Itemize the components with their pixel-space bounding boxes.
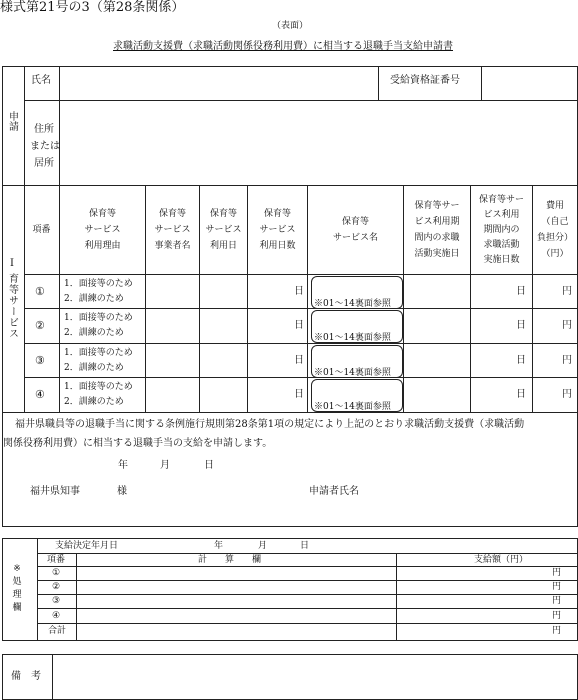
- col-service-name: 保育等 サービス名: [332, 217, 378, 243]
- col-cost: 費用 （自己 負担分） （円）: [536, 201, 573, 259]
- proc-item-no-header: 項番: [47, 555, 66, 565]
- col-reason: 保育等 サービス 利用理由: [84, 209, 121, 251]
- reason-options[interactable]: 1．面接等のため 2．訓練のため: [64, 382, 133, 407]
- col-job-search-days: 保育等サー ビス利用 期間内の 求職活動 実施日数: [478, 194, 524, 265]
- col-provider: 保育等 サービス 事業者名: [154, 209, 191, 251]
- declaration-line-1: 福井県職員等の退職手当に関する条例施行規則第28条第1項の規定により上記のとおり求職活動支援費（求職活動: [15, 419, 525, 430]
- proc-total-yen: 円: [552, 626, 562, 636]
- decision-day-label: 日: [300, 541, 310, 551]
- cost-unit: 円: [562, 355, 572, 366]
- use-days-unit: 日: [294, 286, 304, 297]
- proc-row-number: ④: [52, 611, 61, 621]
- row-number: ①: [35, 285, 45, 298]
- table-row: [24, 344, 577, 377]
- proc-row-yen: 円: [552, 611, 562, 621]
- decision-date-label: 支給決定年月日: [55, 541, 119, 551]
- proc-row-yen: 円: [552, 582, 562, 592]
- proc-total-label: 合計: [48, 626, 67, 636]
- decision-year-label: 年: [214, 541, 224, 551]
- cost-unit: 円: [562, 389, 572, 400]
- use-date-field[interactable]: [200, 309, 247, 343]
- section-one-label: Ⅰ 育等サービス: [6, 258, 18, 339]
- date-day-label: 日: [204, 460, 214, 471]
- proc-row-yen: 円: [552, 596, 562, 606]
- cost-unit: 円: [562, 320, 572, 331]
- use-days-unit: 日: [294, 320, 304, 331]
- proc-row-number: ③: [52, 596, 61, 606]
- remarks-field[interactable]: [53, 655, 576, 698]
- job-search-days-unit: 日: [516, 320, 526, 331]
- table-row: [24, 309, 577, 343]
- col-item-no: 項番: [32, 225, 51, 235]
- use-date-field[interactable]: [200, 378, 247, 412]
- declaration-line-2: 関係役務利用費）に相当する退職手当の支給を申請します。: [3, 438, 273, 449]
- job-search-days-unit: 日: [516, 389, 526, 400]
- remarks-label: 備 考: [11, 671, 41, 682]
- provider-field[interactable]: [146, 275, 199, 308]
- service-name-note: ※01～14裏面参照: [314, 299, 391, 309]
- proc-row-number: ①: [52, 568, 61, 578]
- cert-number-label: 受給資格証番号: [390, 75, 460, 86]
- service-name-note: ※01～14裏面参照: [314, 333, 391, 343]
- applicant-signature-field[interactable]: [366, 480, 566, 502]
- proc-row-number: ②: [52, 582, 61, 592]
- job-search-days-unit: 日: [516, 286, 526, 297]
- table-row: [24, 378, 577, 412]
- reason-options[interactable]: 1．面接等のため 2．訓練のため: [64, 348, 133, 373]
- cert-number-field[interactable]: [482, 67, 576, 99]
- side-label: （表面）: [272, 21, 309, 31]
- date-month-label: 月: [160, 460, 170, 471]
- calc-header: 計 算 欄: [198, 555, 262, 565]
- date-year-label: 年: [118, 460, 128, 471]
- cost-unit: 円: [562, 286, 572, 297]
- form-id: 様式第21号の3（第28条関係）: [0, 0, 185, 15]
- name-field[interactable]: [60, 67, 377, 99]
- processing-label: ※ 処 理 欄: [12, 564, 22, 613]
- governor-honorific: 様: [117, 486, 127, 497]
- row-number: ②: [35, 319, 45, 332]
- governor-label: 福井県知事: [30, 486, 80, 497]
- form-title: 求職活動支援費（求職活動関係役務利用費）に相当する退職手当支給申請書: [113, 41, 453, 52]
- reason-options[interactable]: 1．面接等のため 2．訓練のため: [64, 313, 133, 338]
- use-days-unit: 日: [294, 389, 304, 400]
- provider-field[interactable]: [146, 344, 199, 377]
- service-name-note: ※01～14裏面参照: [314, 368, 391, 378]
- table-row: [24, 275, 577, 308]
- provider-field[interactable]: [146, 309, 199, 343]
- col-job-search-date: 保育等サー ビス利用期 間内の求職 活動実施日: [414, 201, 460, 259]
- use-date-field[interactable]: [200, 344, 247, 377]
- job-search-days-unit: 日: [516, 355, 526, 366]
- job-search-date-field[interactable]: [404, 378, 470, 412]
- job-search-date-field[interactable]: [404, 275, 470, 308]
- job-search-date-field[interactable]: [404, 309, 470, 343]
- applicant-name-label: 申請者氏名: [309, 486, 359, 497]
- row-number: ③: [35, 354, 45, 367]
- col-use-date: 保育等 サービス 利用日: [205, 209, 242, 251]
- name-label: 氏名: [31, 75, 51, 86]
- use-days-unit: 日: [294, 355, 304, 366]
- reason-options[interactable]: 1．面接等のため 2．訓練のため: [64, 279, 133, 304]
- decision-month-label: 月: [258, 541, 268, 551]
- use-date-field[interactable]: [200, 275, 247, 308]
- provider-field[interactable]: [146, 378, 199, 412]
- proc-row-yen: 円: [552, 568, 562, 578]
- service-name-note: ※01～14裏面参照: [314, 402, 391, 412]
- job-search-date-field[interactable]: [404, 344, 470, 377]
- amount-header: 支給額（円）: [474, 555, 529, 565]
- row-number: ④: [35, 388, 45, 401]
- col-use-days: 保育等 サービス 利用日数: [259, 209, 296, 251]
- applicant-section-label: 申請: [6, 111, 18, 131]
- address-field[interactable]: [60, 101, 576, 184]
- address-label: 住所 または 居所: [30, 124, 60, 169]
